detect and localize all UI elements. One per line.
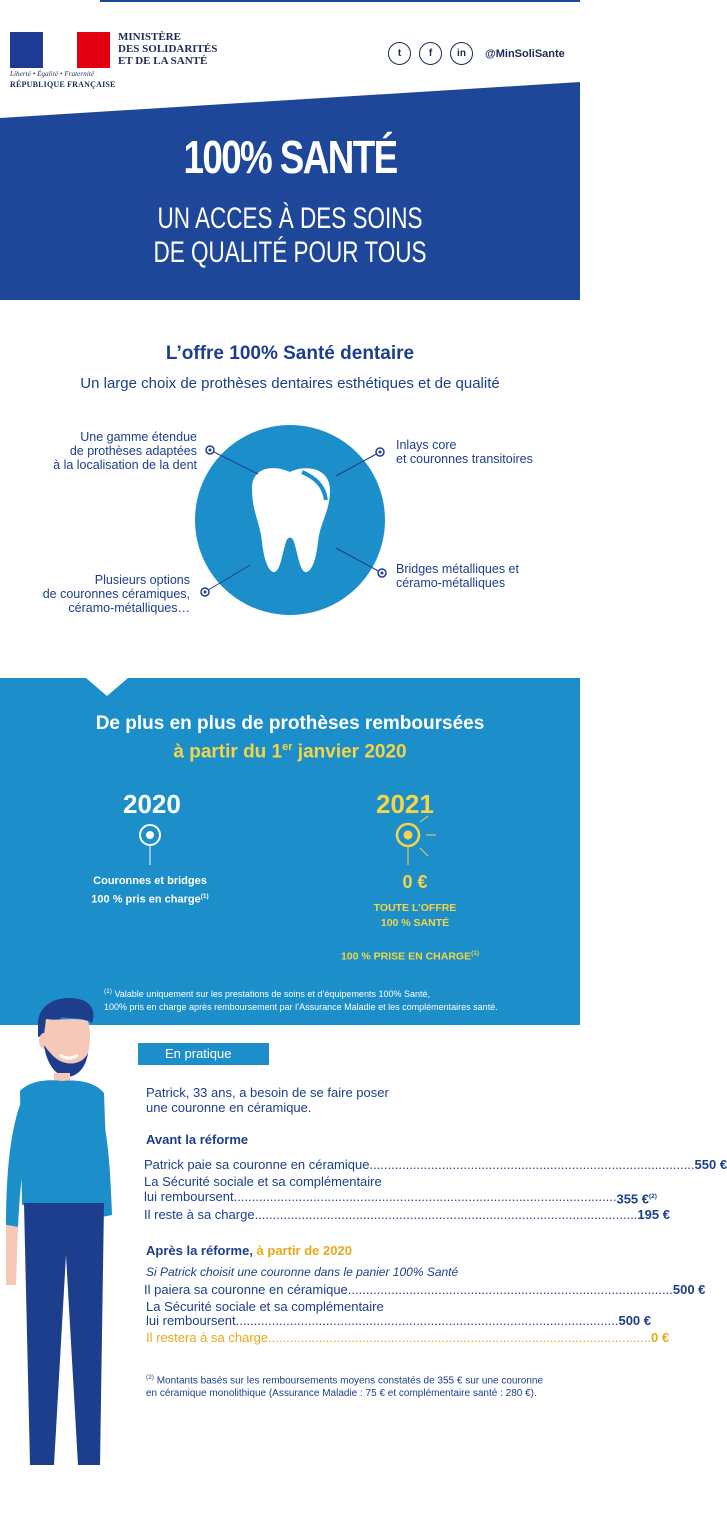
cost-row-after-remaining: Il restera à sa charge .......................................................................................................... 0 € bbox=[146, 1330, 670, 1345]
cost-row-after-reimbursed: lui remboursent .......................................................................................................... 500 € bbox=[146, 1313, 652, 1328]
cost-row-before-paid: Patrick paie sa couronne en céramique .......................................................................................... 550 € bbox=[144, 1157, 727, 1172]
footnote-1: $^{(1)}$ Valable uniquement sur les prestations de soins et d’équipements 100% Santé, 100% pris en charge après remboursement par l’Assurance Maladie et les complémentaires santé. bbox=[104, 988, 498, 1012]
offer-subtitle: Un large choix de prothèses dentaires esthétiques et de qualité bbox=[80, 375, 500, 392]
cost-row-after-paid: Il paiera sa couronne en céramique .......................................................................................... 500 € bbox=[144, 1282, 706, 1297]
cost-row-before-reimbursed: lui remboursent .......................................................................................................... 355 €$^{(2)}$ bbox=[144, 1189, 657, 1207]
offer-title: L’offre 100% Santé dentaire bbox=[165, 343, 415, 364]
year-2021: 2021 bbox=[376, 789, 434, 819]
marianne-logo bbox=[10, 32, 120, 89]
after-reform-note: Si Patrick choisit une couronne dans le panier 100% Santé bbox=[146, 1265, 459, 1279]
cost-row-before-remaining: Il reste à sa charge .......................................................................................................... 195 € bbox=[144, 1207, 670, 1222]
year-2020: 2020 bbox=[123, 789, 181, 819]
caption-2021: TOUTE L’OFFRE 100 % SANTÉ bbox=[373, 902, 457, 929]
callout-bottom-right: Bridges métalliques et céramo-métalliques bbox=[396, 562, 519, 590]
callout-top-right: Inlays core et couronnes transitoires bbox=[396, 438, 533, 466]
section-notch bbox=[86, 678, 128, 696]
reimbursement-heading: De plus en plus de prothèses remboursées bbox=[95, 713, 485, 734]
after-reform-title: Après la réforme, à partir de 2020 bbox=[146, 1243, 352, 1258]
en-pratique-label: En pratique bbox=[138, 1043, 269, 1065]
twitter-icon[interactable]: t bbox=[388, 42, 411, 65]
timeline bbox=[0, 815, 580, 875]
callout-top-left: Une gamme étendue de prothèses adaptées à la localisation de la dent bbox=[53, 430, 197, 472]
before-reform-title: Avant la réforme bbox=[146, 1132, 249, 1147]
republic-motto: Liberté • Égalité • Fraternité bbox=[10, 70, 95, 78]
patrick-illustration bbox=[0, 995, 135, 1475]
cost-row-label-top: La Sécurité sociale et sa complémentaire bbox=[144, 1174, 382, 1189]
full-coverage-label: 100 % PRISE EN CHARGE$^{(1)}$ bbox=[340, 950, 480, 963]
reimbursement-subheading: à partir du 1er janvier 2020 bbox=[173, 741, 407, 763]
ministry-name: MINISTÈRE DES SOLIDARITÉS ET DE LA SANTÉ bbox=[118, 31, 218, 67]
zero-euro-amount: 0 € bbox=[402, 872, 428, 892]
twitter-handle[interactable]: @MinSoliSante bbox=[485, 47, 565, 60]
page-subtitle: UN ACCES À DES SOINS DE QUALITÉ POUR TOUS bbox=[153, 202, 427, 269]
callout-bottom-left: Plusieurs options de couronnes céramiques, céramo-métalliques… bbox=[42, 573, 190, 615]
caption-2020: Couronnes et bridges 100 % pris en charge$^{(1)}$ bbox=[91, 875, 209, 906]
practice-intro: Patrick, 33 ans, a besoin de se faire poser une couronne en céramique. bbox=[146, 1085, 389, 1115]
linkedin-icon[interactable]: in bbox=[450, 42, 473, 65]
social-links bbox=[388, 42, 565, 65]
cost-row-label-top: La Sécurité sociale et sa complémentaire bbox=[146, 1299, 384, 1314]
french-flag-icon bbox=[10, 32, 110, 68]
page-title: 100% SANTÉ bbox=[183, 131, 397, 183]
facebook-icon[interactable]: f bbox=[419, 42, 442, 65]
republique-francaise-label: RÉPUBLIQUE FRANÇAISE bbox=[10, 80, 116, 89]
footnote-2: $^{(2)}$ Montants basés sur les remboursements moyens constatés de 355 € sur une couronne en céramique monolithique (Assurance Maladie : 75 € et complémentaire santé : 280 €). bbox=[146, 1374, 544, 1400]
